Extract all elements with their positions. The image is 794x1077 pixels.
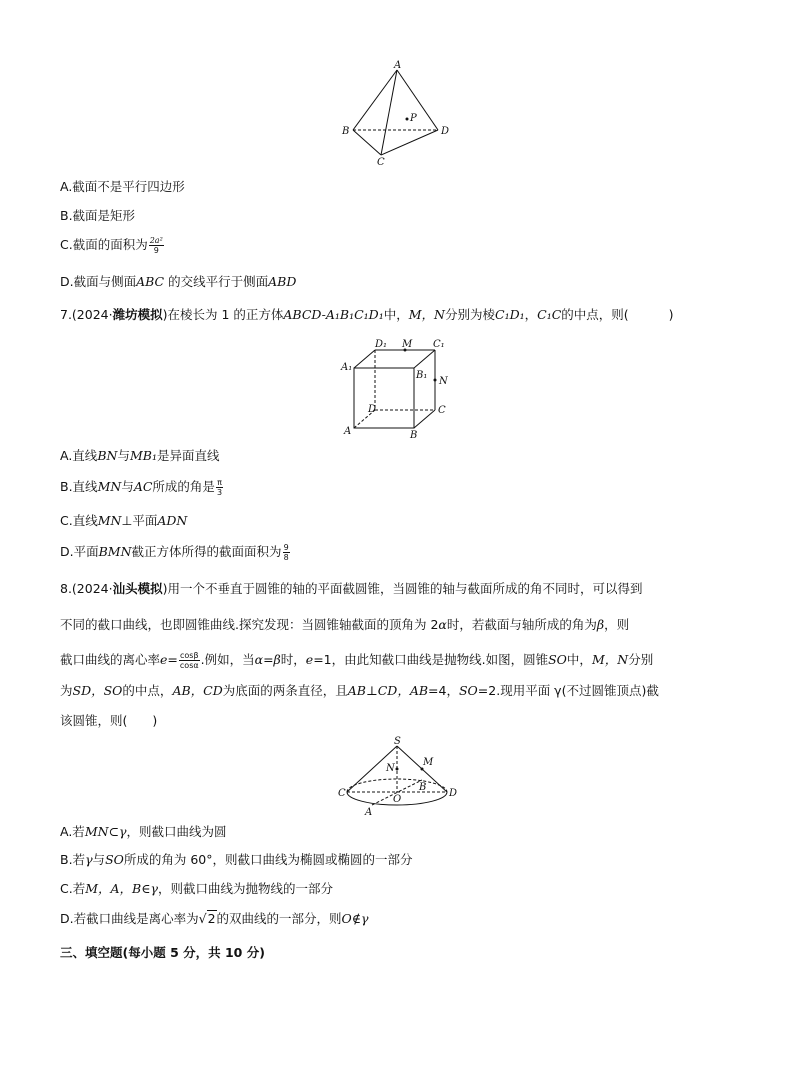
q6-option-d: D.截面与侧面ABC 的交线平行于侧面ABD bbox=[60, 274, 297, 289]
q8-stem-line-4: 为SD，SO的中点，AB，CD为底面的两条直径，且AB⊥CD，AB=4，SO=2.现用平面 γ(不过圆锥顶点)截 bbox=[60, 683, 659, 698]
q7-option-d: D.平面BMN截正方体所得的截面面积为 $\frac{9}{8}$ bbox=[60, 543, 289, 562]
label-B: B bbox=[342, 126, 350, 137]
q7-option-c: C.直线MN⊥平面ADN bbox=[60, 513, 188, 528]
label-N: N bbox=[439, 376, 448, 387]
label-N: N bbox=[386, 763, 395, 774]
q6-option-b: B.截面是矩形 bbox=[60, 208, 136, 223]
fraction: $\frac{\cos\beta}{\cos\alpha}$ bbox=[179, 651, 199, 670]
label-A: A bbox=[344, 426, 352, 437]
label-P: P bbox=[410, 113, 417, 124]
label-S: S bbox=[394, 736, 401, 747]
label-D: D bbox=[441, 126, 450, 137]
label-C: C bbox=[438, 405, 446, 416]
sqrt: √2 bbox=[198, 911, 216, 926]
label-B: B bbox=[410, 430, 418, 441]
q8-stem-line-3: 截口曲线的离心率e= $\frac{\cos\beta}{\cos\alpha}$ .例如，当α=β时，e=1，由此知截口曲线是抛物线.如图，圆锥SO中，M，N分别 bbox=[60, 651, 654, 670]
label-B1: B₁ bbox=[416, 370, 428, 381]
cube-figure bbox=[340, 338, 460, 443]
fraction: $\frac{\text{2a²}}{9}$ bbox=[149, 236, 163, 255]
q8-stem-line-5: 该圆锥，则( ) bbox=[60, 713, 158, 728]
label-M: M bbox=[423, 757, 434, 768]
label-A: A bbox=[365, 807, 373, 818]
q7-stem: 7.(2024·潍坊模拟)在棱长为 1 的正方体ABCD-A₁B₁C₁D₁中，M，N分别为棱C₁D₁，C₁C的中点，则( ) bbox=[60, 307, 674, 322]
fraction: $\frac{9}{8}$ bbox=[283, 543, 289, 562]
label-B: B bbox=[419, 782, 427, 793]
q6-option-c-text: C.截面的面积为 bbox=[60, 237, 148, 252]
cone-figure bbox=[335, 736, 465, 818]
label-C: C bbox=[377, 157, 385, 168]
q8-option-a: A.若MN⊂γ，则截口曲线为圆 bbox=[60, 824, 227, 839]
label-D: D bbox=[368, 404, 377, 415]
label-D1: D₁ bbox=[375, 339, 388, 350]
q6-option-c bbox=[60, 236, 165, 255]
label-A1: A₁ bbox=[341, 362, 353, 373]
label-C: C bbox=[338, 788, 346, 799]
q6-option-a: A.截面不是平行四边形 bbox=[60, 179, 185, 194]
label-D: D bbox=[449, 788, 458, 799]
fraction: $\frac{\pi}{3}$ bbox=[216, 478, 223, 497]
tetrahedron-figure bbox=[340, 58, 460, 168]
q7-option-a: A.直线BN与MB₁是异面直线 bbox=[60, 448, 220, 463]
q8-stem-line-2: 不同的截口曲线，也即圆锥曲线.探究发现：当圆锥轴截面的顶角为 2α时，若截面与轴所成的角为β，则 bbox=[60, 617, 630, 632]
q8-option-b: B.若γ与SO所成的角为 60°，则截口曲线为椭圆或椭圆的一部分 bbox=[60, 852, 413, 867]
label-A: A bbox=[394, 60, 402, 71]
q7-option-b: B.直线MN与AC所成的角是 $\frac{\pi}{3}$ bbox=[60, 478, 223, 497]
q8-option-c: C.若M，A，B∈γ，则截口曲线为抛物线的一部分 bbox=[60, 881, 333, 896]
label-C1: C₁ bbox=[433, 339, 445, 350]
label-M: M bbox=[402, 339, 413, 350]
label-O: O bbox=[393, 794, 402, 805]
q8-stem-line-1: 8.(2024·汕头模拟)用一个不垂直于圆锥的轴的平面截圆锥，当圆锥的轴与截面所成的角不同时，可以得到 bbox=[60, 581, 643, 596]
q8-option-d: D.若截口曲线是离心率为√2的双曲线的一部分，则O∉γ bbox=[60, 911, 369, 926]
section-heading: 三、填空题(每小题 5 分，共 10 分) bbox=[60, 945, 265, 960]
